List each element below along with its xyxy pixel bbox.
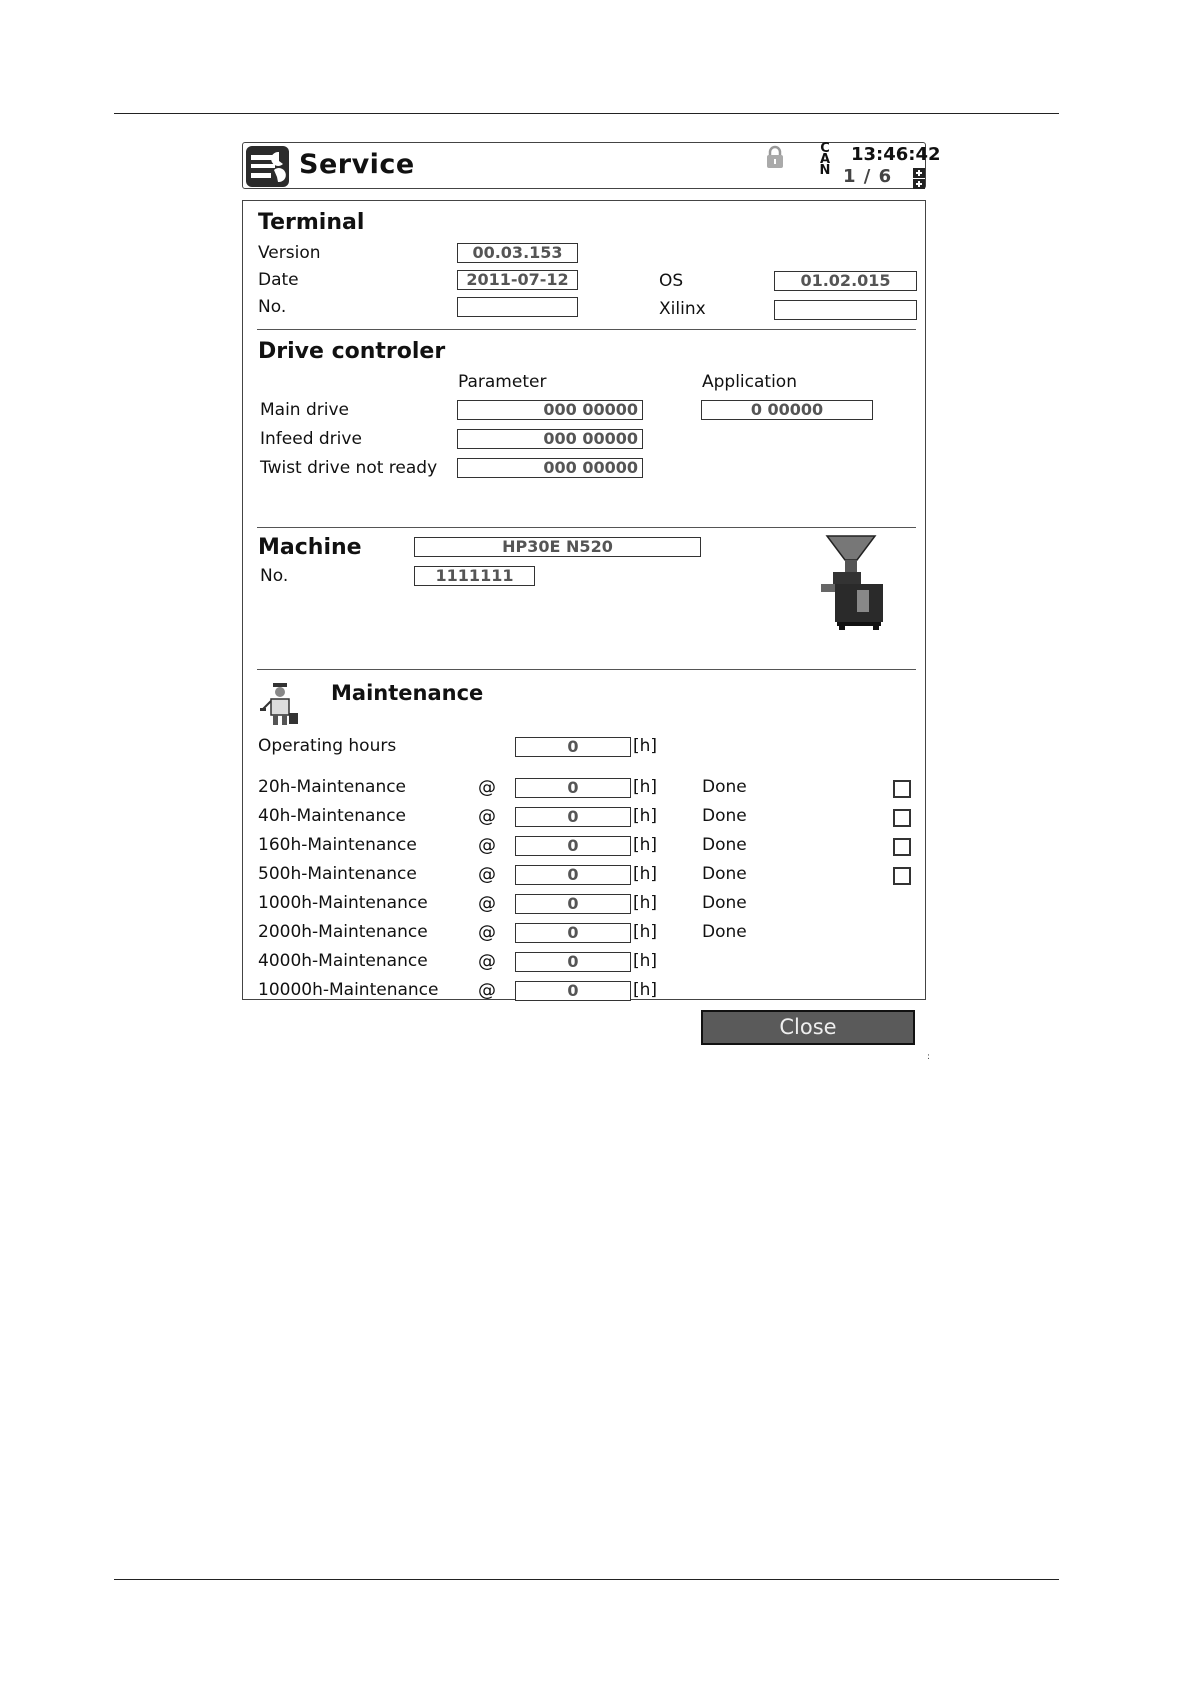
hours-unit: [h] [633, 864, 658, 884]
terminal-no-field [457, 297, 578, 317]
terminal-section-title: Terminal [258, 210, 365, 235]
machine-no-label: No. [260, 566, 289, 586]
page-indicator: 1 / 6 [843, 166, 893, 187]
filling-machine-icon [817, 534, 889, 634]
section-divider [257, 669, 916, 670]
maintenance-row-label: 40h-Maintenance [258, 806, 407, 826]
done-label: Done [702, 893, 747, 913]
done-checkbox[interactable] [893, 838, 911, 856]
main-drive-application-field: 0 00000 [701, 400, 873, 420]
hours-unit: [h] [633, 806, 658, 826]
at-symbol: @ [478, 777, 496, 798]
maintenance-row-label: 2000h-Maintenance [258, 922, 428, 942]
maintenance-hours-field: 0 [515, 807, 631, 827]
done-checkbox[interactable] [893, 809, 911, 827]
machine-model-field: HP30E N520 [414, 537, 701, 557]
operating-hours-label: Operating hours [258, 736, 397, 756]
hours-unit: [h] [633, 922, 658, 942]
maintenance-hours-field: 0 [515, 778, 631, 798]
parameter-column-header: Parameter [458, 372, 547, 392]
at-symbol: @ [478, 980, 496, 1001]
done-checkbox[interactable] [893, 780, 911, 798]
maintenance-hours-field: 0 [515, 952, 631, 972]
hours-unit: [h] [633, 777, 658, 797]
application-column-header: Application [702, 372, 797, 392]
maintenance-hours-field: 0 [515, 923, 631, 943]
page-title: Service [299, 149, 415, 180]
hours-unit: [h] [633, 980, 658, 1000]
done-label: Done [702, 835, 747, 855]
close-button[interactable]: Close [701, 1010, 915, 1045]
drive-section-title: Drive controler [258, 339, 446, 364]
page-down-icon[interactable] [913, 179, 925, 189]
at-symbol: @ [478, 893, 496, 914]
main-drive-parameter-field: 000 00000 [457, 400, 643, 420]
done-label: Done [702, 922, 747, 942]
maintenance-row-label: 4000h-Maintenance [258, 951, 428, 971]
at-symbol: @ [478, 864, 496, 885]
infeed-drive-label: Infeed drive [260, 429, 362, 449]
wrench-service-icon [246, 146, 289, 187]
terminal-no-label: No. [258, 297, 287, 317]
maintenance-row-label: 160h-Maintenance [258, 835, 417, 855]
machine-section-title: Machine [258, 535, 362, 560]
twist-drive-label: Twist drive not ready [260, 458, 438, 478]
maintenance-section-title: Maintenance [331, 681, 484, 705]
twist-drive-parameter-field: 000 00000 [457, 458, 643, 478]
can-letter: A [819, 152, 831, 167]
at-symbol: @ [478, 806, 496, 827]
title-bar [242, 141, 941, 189]
can-letter: C [820, 141, 830, 156]
machine-no-field: 1111111 [414, 566, 535, 586]
version-label: Version [258, 243, 321, 263]
at-symbol: @ [478, 835, 496, 856]
top-rule [114, 113, 1059, 114]
xilinx-label: Xilinx [659, 299, 706, 319]
at-symbol: @ [478, 951, 496, 972]
maintenance-hours-field: 0 [515, 865, 631, 885]
xilinx-field [774, 300, 917, 320]
done-label: Done [702, 806, 747, 826]
hours-unit: [h] [633, 736, 658, 756]
terminal-version-field: 00.03.153 [457, 243, 578, 263]
service-panel [242, 200, 926, 1000]
terminal-date-field: 2011-07-12 [457, 270, 578, 290]
can-letter: N [819, 163, 831, 178]
lock-icon [765, 145, 785, 173]
maintenance-hours-field: 0 [515, 894, 631, 914]
hours-unit: [h] [633, 951, 658, 971]
maintenance-hours-field: 0 [515, 981, 631, 1001]
date-label: Date [258, 270, 299, 290]
infeed-drive-parameter-field: 000 00000 [457, 429, 643, 449]
section-divider [257, 527, 916, 528]
service-technician-icon [259, 681, 301, 731]
operating-hours-field: 0 [515, 737, 631, 757]
can-indicator [818, 143, 832, 176]
section-divider [257, 329, 916, 330]
maintenance-hours-field: 0 [515, 836, 631, 856]
maintenance-row-label: 1000h-Maintenance [258, 893, 428, 913]
hours-unit: [h] [633, 835, 658, 855]
maintenance-row-label: 20h-Maintenance [258, 777, 407, 797]
done-checkbox[interactable] [893, 867, 911, 885]
at-symbol: @ [478, 922, 496, 943]
page-up-icon[interactable] [913, 168, 925, 178]
footer-mark: : [927, 1052, 931, 1062]
os-label: OS [659, 271, 684, 291]
done-label: Done [702, 777, 747, 797]
bottom-rule [114, 1579, 1059, 1580]
maintenance-row-label: 10000h-Maintenance [258, 980, 439, 1000]
done-label: Done [702, 864, 747, 884]
main-drive-label: Main drive [260, 400, 350, 420]
maintenance-row-label: 500h-Maintenance [258, 864, 417, 884]
os-version-field: 01.02.015 [774, 271, 917, 291]
hours-unit: [h] [633, 893, 658, 913]
clock: 13:46:42 [851, 144, 941, 165]
